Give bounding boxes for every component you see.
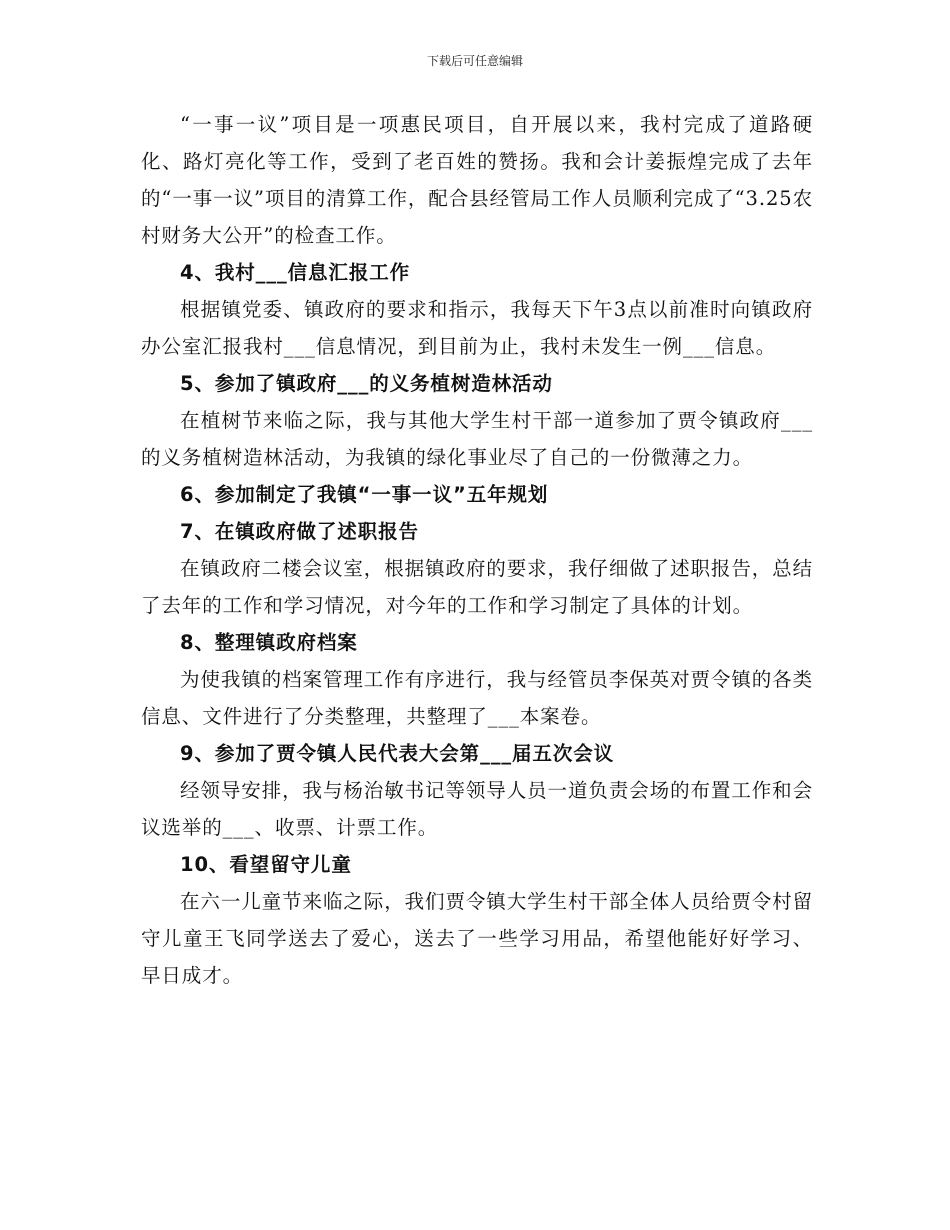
paragraph-tree-planting: 在植树节来临之际，我与其他大学生村干部一道参加了贾令镇政府___的义务植树造林活动，为我镇的绿化事业尽了自己的一份微薄之力。: [141, 409, 813, 469]
section-heading-7: 7、在镇政府做了述职报告: [180, 520, 419, 543]
paragraph-info-report: 根据镇党委、镇政府的要求和指示，我每天下午3点以前准时向镇政府办公室汇报我村___信息情况，到目前为止，我村未发生一例___信息。: [141, 298, 813, 358]
paragraph-work-report: 在镇政府二楼会议室，根据镇政府的要求，我仔细做了述职报告，总结了去年的工作和学习情况，对今年的工作和学习制定了具体的计划。: [141, 557, 813, 617]
paragraph-yishiyiyi-project: “一事一议”项目是一项惠民项目，自开展以来，我村完成了道路硬化、路灯亮化等工作，受到了老百姓的赞扬。我和会计姜振煌完成了去年的“一事一议”项目的清算工作，配合县经管局工作人员顺利完成了“3.25农村财务大公开”的检查工作。: [141, 113, 813, 247]
section-heading-8: 8、整理镇政府档案: [180, 631, 358, 654]
section-heading-5: 5、参加了镇政府___的义务植树造林活动: [180, 372, 553, 395]
paragraph-left-behind-children: 在六一儿童节来临之际，我们贾令镇大学生村干部全体人员给贾令村留守儿童王飞同学送去了爱心，送去了一些学习用品，希望他能好好学习、早日成才。: [141, 890, 813, 987]
section-heading-6: 6、参加制定了我镇“一事一议”五年规划: [180, 483, 549, 506]
paragraph-congress: 经领导安排，我与杨治敏书记等领导人员一道负责会场的布置工作和会议选举的___、收票、计票工作。: [141, 779, 813, 839]
paragraph-archives: 为使我镇的档案管理工作有序进行，我与经管员李保英对贾令镇的各类信息、文件进行了分类整理，共整理了___本案卷。: [141, 668, 813, 728]
document-body: [141, 106, 813, 994]
section-heading-4: 4、我村___信息汇报工作: [180, 261, 411, 284]
page-header: 下载后可任意编辑: [426, 54, 523, 68]
section-heading-9: 9、参加了贾令镇人民代表大会第___届五次会议: [180, 742, 615, 765]
section-heading-10: 10、看望留守儿童: [180, 853, 352, 876]
